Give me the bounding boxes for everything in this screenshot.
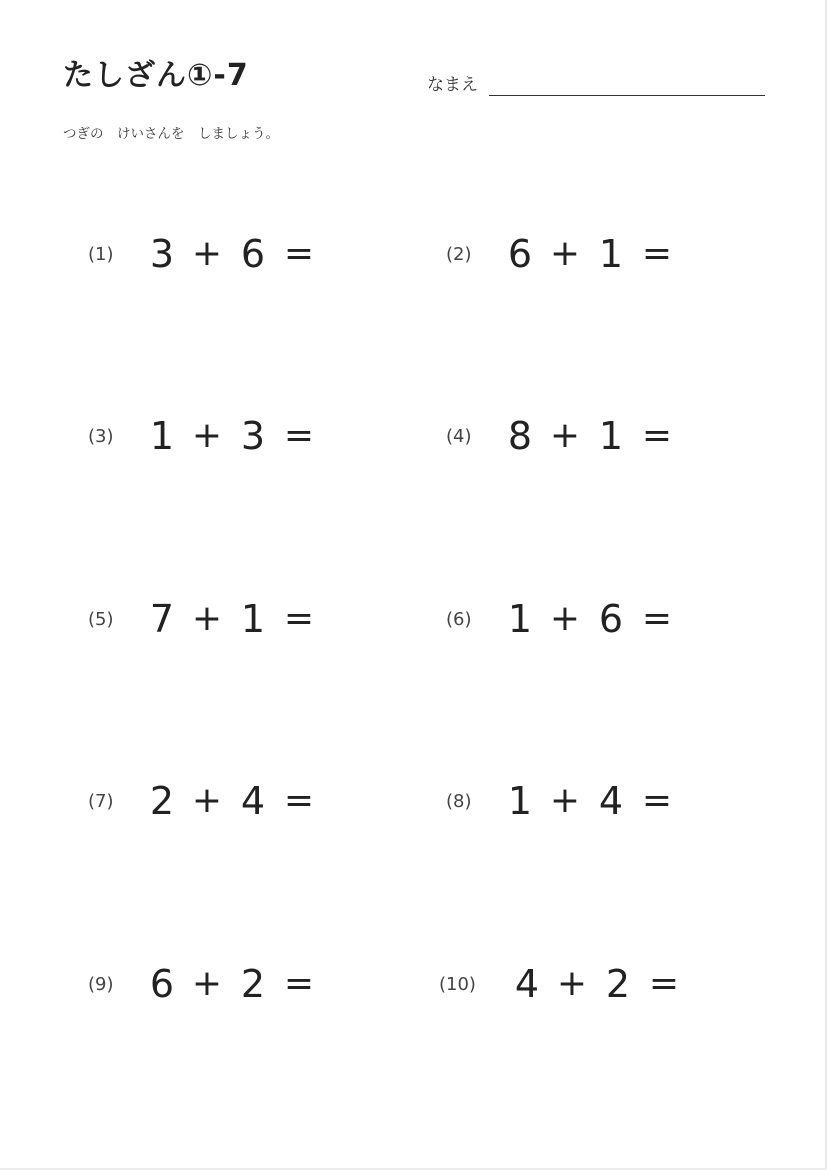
- equals-sign: =: [283, 233, 315, 274]
- addend-a: 4: [514, 962, 540, 1006]
- plus-sign: +: [549, 415, 581, 456]
- addend-a: 6: [507, 232, 533, 276]
- instruction-text: つぎの けいさんを しましょう。: [63, 126, 279, 142]
- addend-b: 2: [605, 962, 631, 1006]
- equals-sign: =: [641, 233, 673, 274]
- plus-sign: +: [191, 598, 223, 639]
- equals-sign: =: [283, 415, 315, 456]
- addend-b: 2: [240, 962, 266, 1006]
- addend-a: 8: [507, 414, 533, 458]
- worksheet-title: たしざん①-7: [63, 58, 249, 93]
- addend-a: 7: [149, 597, 175, 641]
- problem-number: (5): [88, 609, 114, 630]
- equals-sign: =: [641, 780, 673, 821]
- problem-number: (8): [446, 791, 472, 812]
- problem-2: [446, 229, 686, 279]
- addend-a: 6: [149, 962, 175, 1006]
- addend-b: 1: [598, 232, 624, 276]
- addend-b: 6: [240, 232, 266, 276]
- equals-sign: =: [648, 963, 680, 1004]
- problem-10: [439, 959, 689, 1009]
- equals-sign: =: [283, 963, 315, 1004]
- problem-6: [446, 594, 686, 644]
- equals-sign: =: [641, 598, 673, 639]
- problem-number: (7): [88, 791, 114, 812]
- addend-b: 1: [598, 414, 624, 458]
- problem-number: (6): [446, 609, 472, 630]
- addend-a: 1: [507, 597, 533, 641]
- addend-a: 1: [149, 414, 175, 458]
- plus-sign: +: [556, 963, 588, 1004]
- addend-b: 1: [240, 597, 266, 641]
- problem-8: [446, 776, 686, 826]
- addend-a: 3: [149, 232, 175, 276]
- name-field[interactable]: [427, 68, 765, 96]
- addend-b: 6: [598, 597, 624, 641]
- equals-sign: =: [641, 415, 673, 456]
- plus-sign: +: [191, 780, 223, 821]
- problem-7: [88, 776, 328, 826]
- problem-number: (4): [446, 426, 472, 447]
- plus-sign: +: [549, 598, 581, 639]
- addend-b: 4: [240, 779, 266, 823]
- plus-sign: +: [191, 233, 223, 274]
- equals-sign: =: [283, 780, 315, 821]
- problem-number: (10): [439, 974, 476, 995]
- plus-sign: +: [549, 780, 581, 821]
- problem-number: (2): [446, 244, 472, 265]
- problem-1: [88, 229, 328, 279]
- problem-5: [88, 594, 328, 644]
- plus-sign: +: [191, 415, 223, 456]
- problem-number: (1): [88, 244, 114, 265]
- problem-number: (3): [88, 426, 114, 447]
- problem-9: [88, 959, 328, 1009]
- addend-a: 2: [149, 779, 175, 823]
- name-underline[interactable]: [489, 95, 765, 96]
- name-label: なまえ: [427, 75, 478, 95]
- equals-sign: =: [283, 598, 315, 639]
- problem-4: [446, 411, 686, 461]
- addend-b: 3: [240, 414, 266, 458]
- plus-sign: +: [549, 233, 581, 274]
- addend-a: 1: [507, 779, 533, 823]
- problem-3: [88, 411, 328, 461]
- plus-sign: +: [191, 963, 223, 1004]
- addend-b: 4: [598, 779, 624, 823]
- problem-number: (9): [88, 974, 114, 995]
